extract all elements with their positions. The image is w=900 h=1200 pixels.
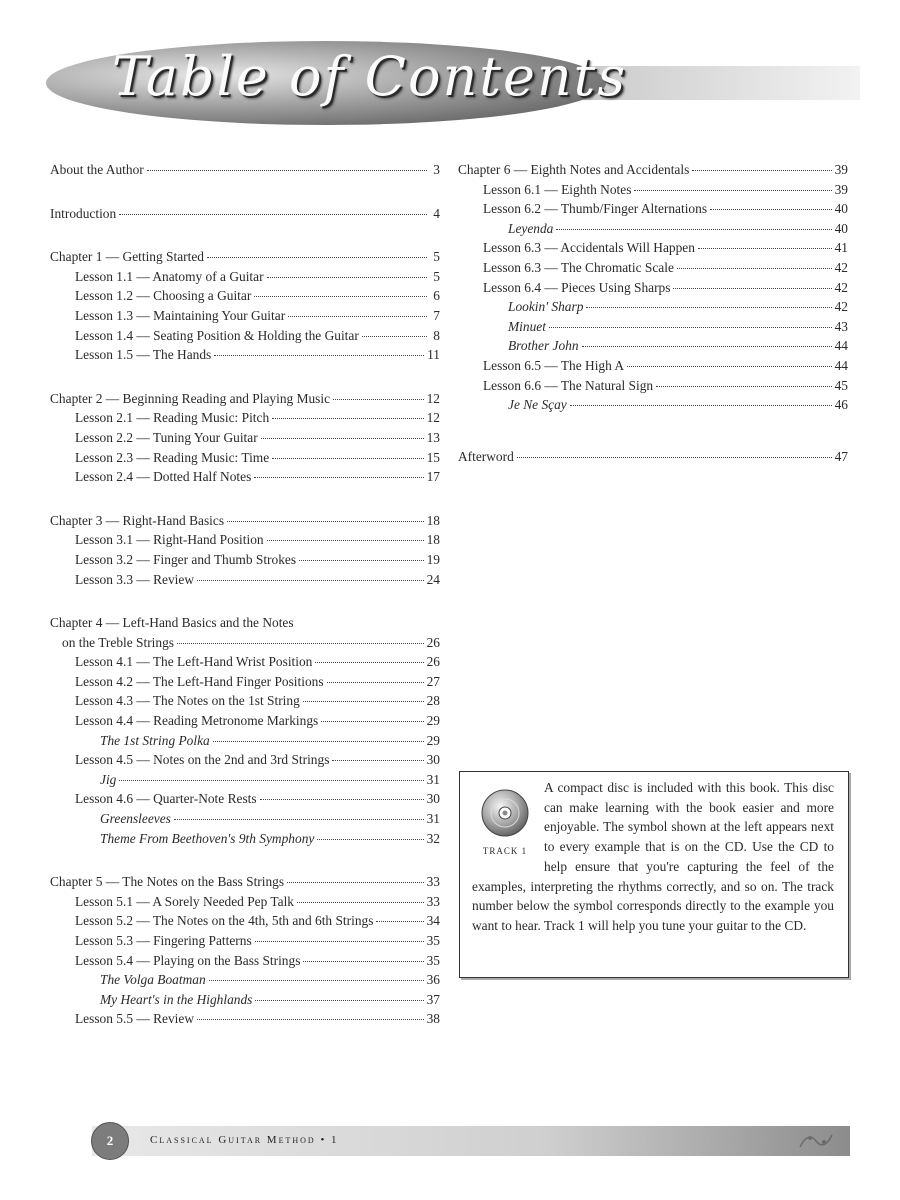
toc-entry: [50, 306, 440, 326]
dot-leader: [287, 881, 424, 883]
dot-leader: [376, 920, 423, 922]
toc-entry-title: Chapter 5 — The Notes on the Bass Strings: [50, 874, 285, 890]
toc-entry: [458, 278, 848, 298]
dot-leader: [177, 642, 424, 644]
toc-entry: [458, 447, 848, 467]
toc-entry-page: 28: [426, 693, 440, 709]
toc-entry-title: Lesson 6.1 — Eighth Notes: [483, 181, 632, 197]
toc-entry-title: Lesson 4.1 — The Left-Hand Wrist Position: [75, 654, 313, 670]
toc-entry: [50, 345, 440, 365]
dot-leader: [362, 335, 427, 337]
footer-book-title: Classical Guitar Method • 1: [150, 1134, 339, 1146]
cd-info-box: [459, 771, 849, 978]
toc-entry: [50, 970, 440, 990]
toc-entry-page: 31: [426, 771, 440, 787]
toc-entry-title: Lesson 4.3 — The Notes on the 1st String: [75, 693, 300, 709]
toc-entry-title: Lesson 2.1 — Reading Music: Pitch: [75, 410, 270, 426]
dot-leader: [303, 960, 423, 962]
toc-entry-title: Lesson 6.3 — The Chromatic Scale: [483, 259, 674, 275]
toc-entry-page: 44: [834, 338, 848, 354]
toc-entry: [458, 356, 848, 376]
toc-entry: [50, 408, 440, 428]
toc-entry-title: Lesson 4.6 — Quarter-Note Rests: [75, 791, 257, 807]
toc-group: [50, 511, 440, 589]
toc-entry: [50, 672, 440, 692]
toc-entry-title: Chapter 1 — Getting Started: [50, 249, 204, 265]
dot-leader: [673, 287, 831, 289]
toc-entry-page: 24: [426, 571, 440, 587]
toc-entry: [50, 731, 440, 751]
toc-entry: [50, 951, 440, 971]
toc-entry-page: 3: [433, 162, 440, 177]
page-title: Table of Contents: [112, 45, 628, 108]
toc-entry-page: 36: [426, 972, 440, 988]
toc-entry: [50, 286, 440, 306]
toc-entry-page: 8: [433, 327, 440, 343]
toc-entry: [50, 633, 440, 653]
dot-leader: [321, 720, 423, 722]
toc-entry: [50, 160, 440, 180]
cd-description: A compact disc is included with this book. This disc can make learning with the book easier and more enjoyable. The symbol shown at the left appears next to every example that is on the CD. Use the CD to help ensure that you're capturing the feel of the examples, interpreting the rhythms correctly, and so on. The track number below the symbol corresponds directly to the example you want to hear. Track 1 will help you tune your guitar to the CD.: [472, 780, 834, 933]
dot-leader: [710, 208, 832, 210]
toc-entry: [50, 931, 440, 951]
toc-entry-title: Lesson 3.1 — Right-Hand Position: [75, 532, 264, 548]
toc-entry-page: 45: [834, 377, 848, 393]
toc-entry-page: 18: [426, 512, 440, 528]
toc-entry-page: 39: [834, 162, 848, 177]
toc-entry-title: Chapter 3 — Right-Hand Basics: [50, 512, 225, 528]
dot-leader: [570, 404, 832, 406]
dot-leader: [174, 818, 424, 820]
toc-entry: [50, 467, 440, 487]
toc-entry: [458, 317, 848, 337]
toc-entry-title: Minuet: [508, 318, 546, 334]
dot-leader: [272, 417, 423, 419]
toc-entry: [50, 872, 440, 892]
dot-leader: [517, 456, 832, 458]
toc-entry-page: 46: [834, 397, 848, 413]
toc-entry-page: 35: [426, 933, 440, 948]
dot-leader: [147, 169, 427, 171]
toc-entry: [458, 219, 848, 239]
toc-entry: [50, 809, 440, 829]
dot-leader: [317, 838, 423, 840]
dot-leader: [299, 559, 424, 561]
footer-ornament-icon: [798, 1129, 834, 1151]
toc-entry-page: 12: [426, 410, 440, 426]
toc-entry-page: 42: [834, 259, 848, 275]
toc-entry-title: Lesson 2.2 — Tuning Your Guitar: [75, 429, 258, 445]
toc-entry: [50, 770, 440, 790]
toc-left-column: [50, 160, 440, 1053]
dot-leader: [267, 276, 427, 278]
toc-entry-page: 29: [426, 713, 440, 729]
toc-entry: [458, 297, 848, 317]
toc-entry: [458, 336, 848, 356]
toc-entry-page: 32: [426, 830, 440, 846]
toc-entry-title: Lesson 3.2 — Finger and Thumb Strokes: [75, 551, 297, 567]
toc-entry: [458, 395, 848, 415]
dot-leader: [119, 779, 423, 781]
dot-leader: [254, 295, 427, 297]
toc-entry-page: 29: [426, 732, 440, 748]
toc-entry-title: About the Author: [50, 162, 144, 177]
page-number: 2: [91, 1122, 129, 1160]
toc-entry-page: 30: [426, 752, 440, 768]
toc-entry-title: Brother John: [508, 338, 579, 354]
dot-leader: [698, 247, 832, 249]
toc-entry: [50, 530, 440, 550]
toc-entry-title: Theme From Beethoven's 9th Symphony: [100, 830, 315, 846]
dot-leader: [260, 798, 424, 800]
toc-entry-page: 41: [834, 240, 848, 256]
track-label: TRACK 1: [482, 846, 528, 856]
toc-group: [458, 447, 848, 467]
toc-entry-title: Jig: [100, 771, 117, 787]
toc-entry-page: 40: [834, 201, 848, 217]
toc-entry-page: 4: [433, 205, 440, 221]
toc-entry: [50, 652, 440, 672]
toc-entry-title: Lesson 5.1 — A Sorely Needed Pep Talk: [75, 893, 294, 909]
toc-entry-title: Lesson 3.3 — Review: [75, 571, 195, 587]
toc-entry: [50, 448, 440, 468]
toc-entry-title: Afterword: [458, 448, 514, 464]
toc-entry-page: 31: [426, 811, 440, 827]
toc-entry-page: 34: [426, 913, 440, 929]
toc-entry-title: Lesson 4.2 — The Left-Hand Finger Positions: [75, 673, 324, 689]
toc-entry-page: 5: [433, 268, 440, 284]
toc-entry-page: 15: [426, 449, 440, 465]
toc-entry-page: 43: [834, 318, 848, 334]
toc-entry: [458, 376, 848, 396]
dot-leader: [272, 457, 423, 459]
dot-leader: [303, 700, 424, 702]
toc-entry-page: 30: [426, 791, 440, 807]
header-banner: [0, 0, 900, 140]
toc-entry: [50, 892, 440, 912]
toc-entry: [50, 1009, 440, 1029]
toc-entry-title: Lookin' Sharp: [508, 299, 584, 315]
dot-leader: [254, 476, 423, 478]
toc-entry-title: Lesson 2.3 — Reading Music: Time: [75, 449, 270, 465]
toc-entry-title: Lesson 6.3 — Accidentals Will Happen: [483, 240, 695, 256]
dot-leader: [209, 979, 424, 981]
toc-entry-page: 44: [834, 357, 848, 373]
toc-group: [458, 160, 848, 415]
toc-entry: [50, 613, 440, 633]
toc-entry-page: 17: [426, 469, 440, 485]
toc-entry-title: Greensleeves: [100, 811, 171, 827]
toc-entry-page: 11: [427, 347, 440, 363]
toc-entry-title: The Volga Boatman: [100, 972, 206, 988]
toc-entry: [50, 389, 440, 409]
toc-entry-title: Lesson 1.3 — Maintaining Your Guitar: [75, 307, 286, 323]
toc-entry-title: Lesson 5.4 — Playing on the Bass Strings: [75, 952, 301, 968]
toc-group: [50, 247, 440, 365]
toc-entry: [50, 428, 440, 448]
toc-entry-page: 26: [426, 634, 440, 650]
toc-entry-title: Lesson 2.4 — Dotted Half Notes: [75, 469, 252, 485]
dot-leader: [197, 1018, 424, 1020]
dot-leader: [267, 539, 424, 541]
toc-entry-page: 33: [426, 893, 440, 909]
dot-leader: [582, 345, 832, 347]
toc-entry-page: 19: [426, 551, 440, 567]
toc-entry-page: 13: [426, 429, 440, 445]
toc-right-column: [458, 160, 848, 498]
toc-entry-title: Lesson 5.2 — The Notes on the 4th, 5th and 6th Strings: [75, 913, 374, 929]
dot-leader: [586, 306, 831, 308]
dot-leader: [634, 189, 831, 191]
toc-group: [50, 204, 440, 224]
toc-entry-title: Introduction: [50, 205, 117, 221]
toc-entry: [458, 180, 848, 200]
dot-leader: [197, 579, 424, 581]
dot-leader: [119, 213, 427, 215]
toc-entry: [50, 204, 440, 224]
toc-entry-title: Lesson 4.4 — Reading Metronome Markings: [75, 713, 319, 729]
toc-entry-page: 37: [426, 991, 440, 1007]
dot-leader: [288, 315, 427, 317]
toc-entry-page: 38: [426, 1011, 440, 1027]
toc-entry: [50, 550, 440, 570]
toc-entry-page: 18: [426, 532, 440, 548]
toc-entry-title: Lesson 6.5 — The High A: [483, 357, 625, 373]
toc-entry: [50, 711, 440, 731]
toc-entry: [50, 911, 440, 931]
toc-group: [50, 389, 440, 487]
toc-entry: [50, 789, 440, 809]
toc-entry: [50, 326, 440, 346]
dot-leader: [315, 661, 423, 663]
toc-entry-page: 39: [834, 181, 848, 197]
dot-leader: [261, 437, 424, 439]
toc-group: [50, 160, 440, 180]
toc-entry-page: 47: [834, 448, 848, 464]
toc-entry-page: 35: [426, 952, 440, 968]
toc-entry-title: The 1st String Polka: [100, 732, 210, 748]
toc-entry: [50, 267, 440, 287]
dot-leader: [327, 681, 424, 683]
dot-leader: [297, 901, 424, 903]
toc-entry-page: 26: [426, 654, 440, 670]
toc-entry-title: Lesson 6.4 — Pieces Using Sharps: [483, 279, 671, 295]
toc-entry-title: Chapter 4 — Left-Hand Basics and the Notes: [50, 615, 294, 631]
dot-leader: [627, 365, 832, 367]
toc-group: [50, 872, 440, 1029]
toc-entry-page: 12: [426, 390, 440, 406]
dot-leader: [207, 256, 427, 258]
dot-leader: [556, 228, 831, 230]
toc-entry-title: Lesson 1.2 — Choosing a Guitar: [75, 288, 252, 304]
toc-entry-title: Lesson 1.4 — Seating Position & Holding the Guitar: [75, 327, 359, 343]
toc-entry-title: Lesson 5.5 — Review: [75, 1011, 195, 1027]
toc-entry: [50, 829, 440, 849]
toc-entry-title: Je Ne Sçay: [508, 397, 567, 413]
toc-entry-title: Chapter 6 — Eighth Notes and Accidentals: [458, 162, 690, 177]
toc-entry-title: Lesson 6.6 — The Natural Sign: [483, 377, 654, 393]
toc-entry-title: Lesson 1.5 — The Hands: [75, 347, 212, 363]
toc-entry-page: 7: [433, 307, 440, 323]
toc-entry: [50, 570, 440, 590]
toc-entry-page: 6: [433, 288, 440, 304]
toc-entry: [50, 691, 440, 711]
toc-entry: [458, 258, 848, 278]
toc-entry-page: 40: [834, 220, 848, 236]
dot-leader: [213, 740, 424, 742]
toc-entry: [458, 199, 848, 219]
toc-entry-title: Leyenda: [508, 220, 554, 236]
dot-leader: [332, 759, 423, 761]
toc-group: [50, 613, 440, 848]
toc-entry: [458, 160, 848, 180]
toc-entry-page: 42: [834, 279, 848, 295]
toc-entry: [50, 247, 440, 267]
toc-entry-title: on the Treble Strings: [62, 634, 174, 650]
dot-leader: [656, 385, 832, 387]
dot-leader: [214, 354, 424, 356]
toc-entry-title: Chapter 2 — Beginning Reading and Playing Music: [50, 390, 331, 406]
toc-entry-title: Lesson 4.5 — Notes on the 2nd and 3rd Strings: [75, 752, 330, 768]
dot-leader: [677, 267, 832, 269]
toc-entry-title: My Heart's in the Highlands: [100, 991, 253, 1007]
toc-entry-page: 42: [834, 299, 848, 315]
toc-entry-title: Lesson 6.2 — Thumb/Finger Alternations: [483, 201, 708, 217]
dot-leader: [692, 169, 831, 171]
dot-leader: [227, 520, 424, 522]
toc-entry: [50, 990, 440, 1010]
dot-leader: [333, 398, 424, 400]
dot-leader: [549, 326, 832, 328]
toc-entry: [50, 750, 440, 770]
dot-leader: [255, 940, 424, 942]
toc-entry-page: 5: [433, 249, 440, 265]
toc-entry-title: Lesson 1.1 — Anatomy of a Guitar: [75, 268, 264, 284]
toc-entry-page: 33: [426, 874, 440, 890]
toc-entry: [458, 238, 848, 258]
dot-leader: [255, 999, 423, 1001]
toc-entry-page: 27: [426, 673, 440, 689]
toc-entry: [50, 511, 440, 531]
toc-entry-title: Lesson 5.3 — Fingering Patterns: [75, 933, 252, 948]
